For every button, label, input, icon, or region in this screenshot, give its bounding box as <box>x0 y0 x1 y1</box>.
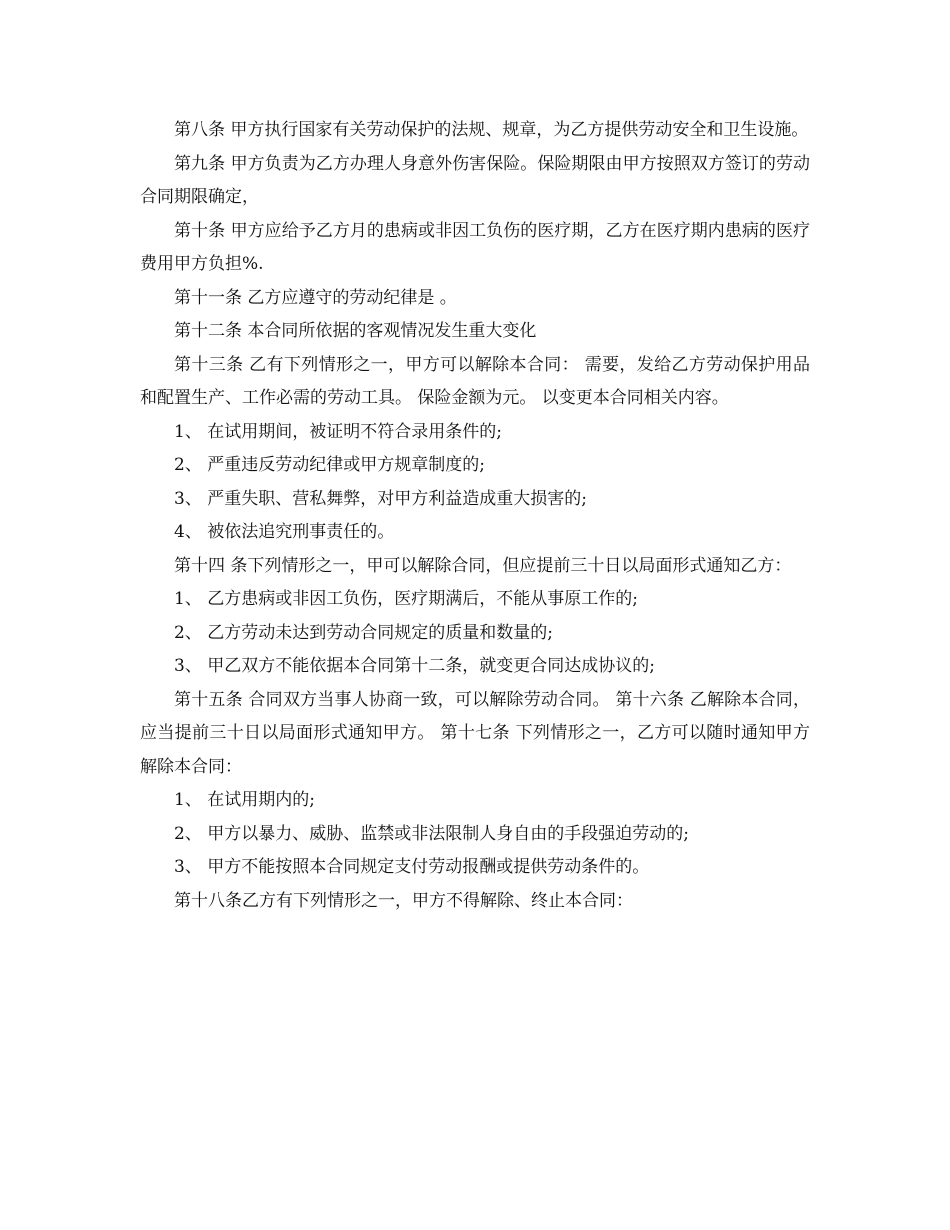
article-14-item-1: 1、 乙方患病或非因工负伤，医疗期满后，不能从事原工作的; <box>174 589 638 609</box>
article-14: 第十四 条下列情形之一，甲可以解除合同，但应提前三十日以局面形式通知乙方： <box>174 555 792 576</box>
article-17-item-1: 1、 在试用期内的; <box>174 790 315 810</box>
article-11: 第十一条 乙方应遵守的劳动纪律是 。 <box>174 287 457 308</box>
article-13-item-2: 2、 严重违反劳动纪律或甲方规章制度的; <box>174 455 485 475</box>
document-body <box>140 114 810 918</box>
article-12: 第十二条 本合同所依据的客观情况发生重大变化 <box>174 321 537 341</box>
article-10: 第十条 甲方应给予乙方月的患病或非因工负伤的医疗期，乙方在医疗期内患病的医疗费用甲方负担%. <box>140 220 810 274</box>
article-13-item-1: 1、 在试用期间，被证明不符合录用条件的; <box>174 421 502 442</box>
article-13-item-4: 4、 被依法追究刑事责任的。 <box>174 522 395 542</box>
article-17-item-3: 3、 甲方不能按照本合同规定支付劳动报酬或提供劳动条件的。 <box>174 857 650 877</box>
article-13-item-3: 3、 严重失职、营私舞弊，对甲方利益造成重大损害的; <box>174 488 587 509</box>
article-17-item-2: 2、 甲方以暴力、威胁、监禁或非法限制人身自由的手段强迫劳动的; <box>174 823 689 844</box>
article-8: 第八条 甲方执行国家有关劳动保护的法规、规章，为乙方提供劳动安全和卫生设施。 <box>174 120 809 140</box>
article-13: 第十三条 乙有下列情形之一，甲方可以解除本合同： 需要，发给乙方劳动保护用品和配置生产、工作必需的劳动工具。 保险金额为元。 以变更本合同相关内容。 <box>140 354 810 408</box>
article-15-17: 第十五条 合同双方当事人协商一致，可以解除劳动合同。 第十六条 乙解除本合同，应当提前三十日以局面形式通知甲方。 第十七条 下列情形之一，乙方可以随时通知甲方解除本合同： <box>140 689 810 777</box>
article-9: 第九条 甲方负责为乙方办理人身意外伤害保险。保险期限由甲方按照双方签订的劳动合同期限确定， <box>140 153 810 207</box>
article-14-item-3: 3、 甲乙双方不能依据本合同第十二条，就变更合同达成协议的; <box>174 656 655 676</box>
article-14-item-2: 2、 乙方劳动未达到劳动合同规定的质量和数量的; <box>174 622 553 643</box>
article-18: 第十八条乙方有下列情形之一，甲方不得解除、终止本合同： <box>174 890 633 911</box>
